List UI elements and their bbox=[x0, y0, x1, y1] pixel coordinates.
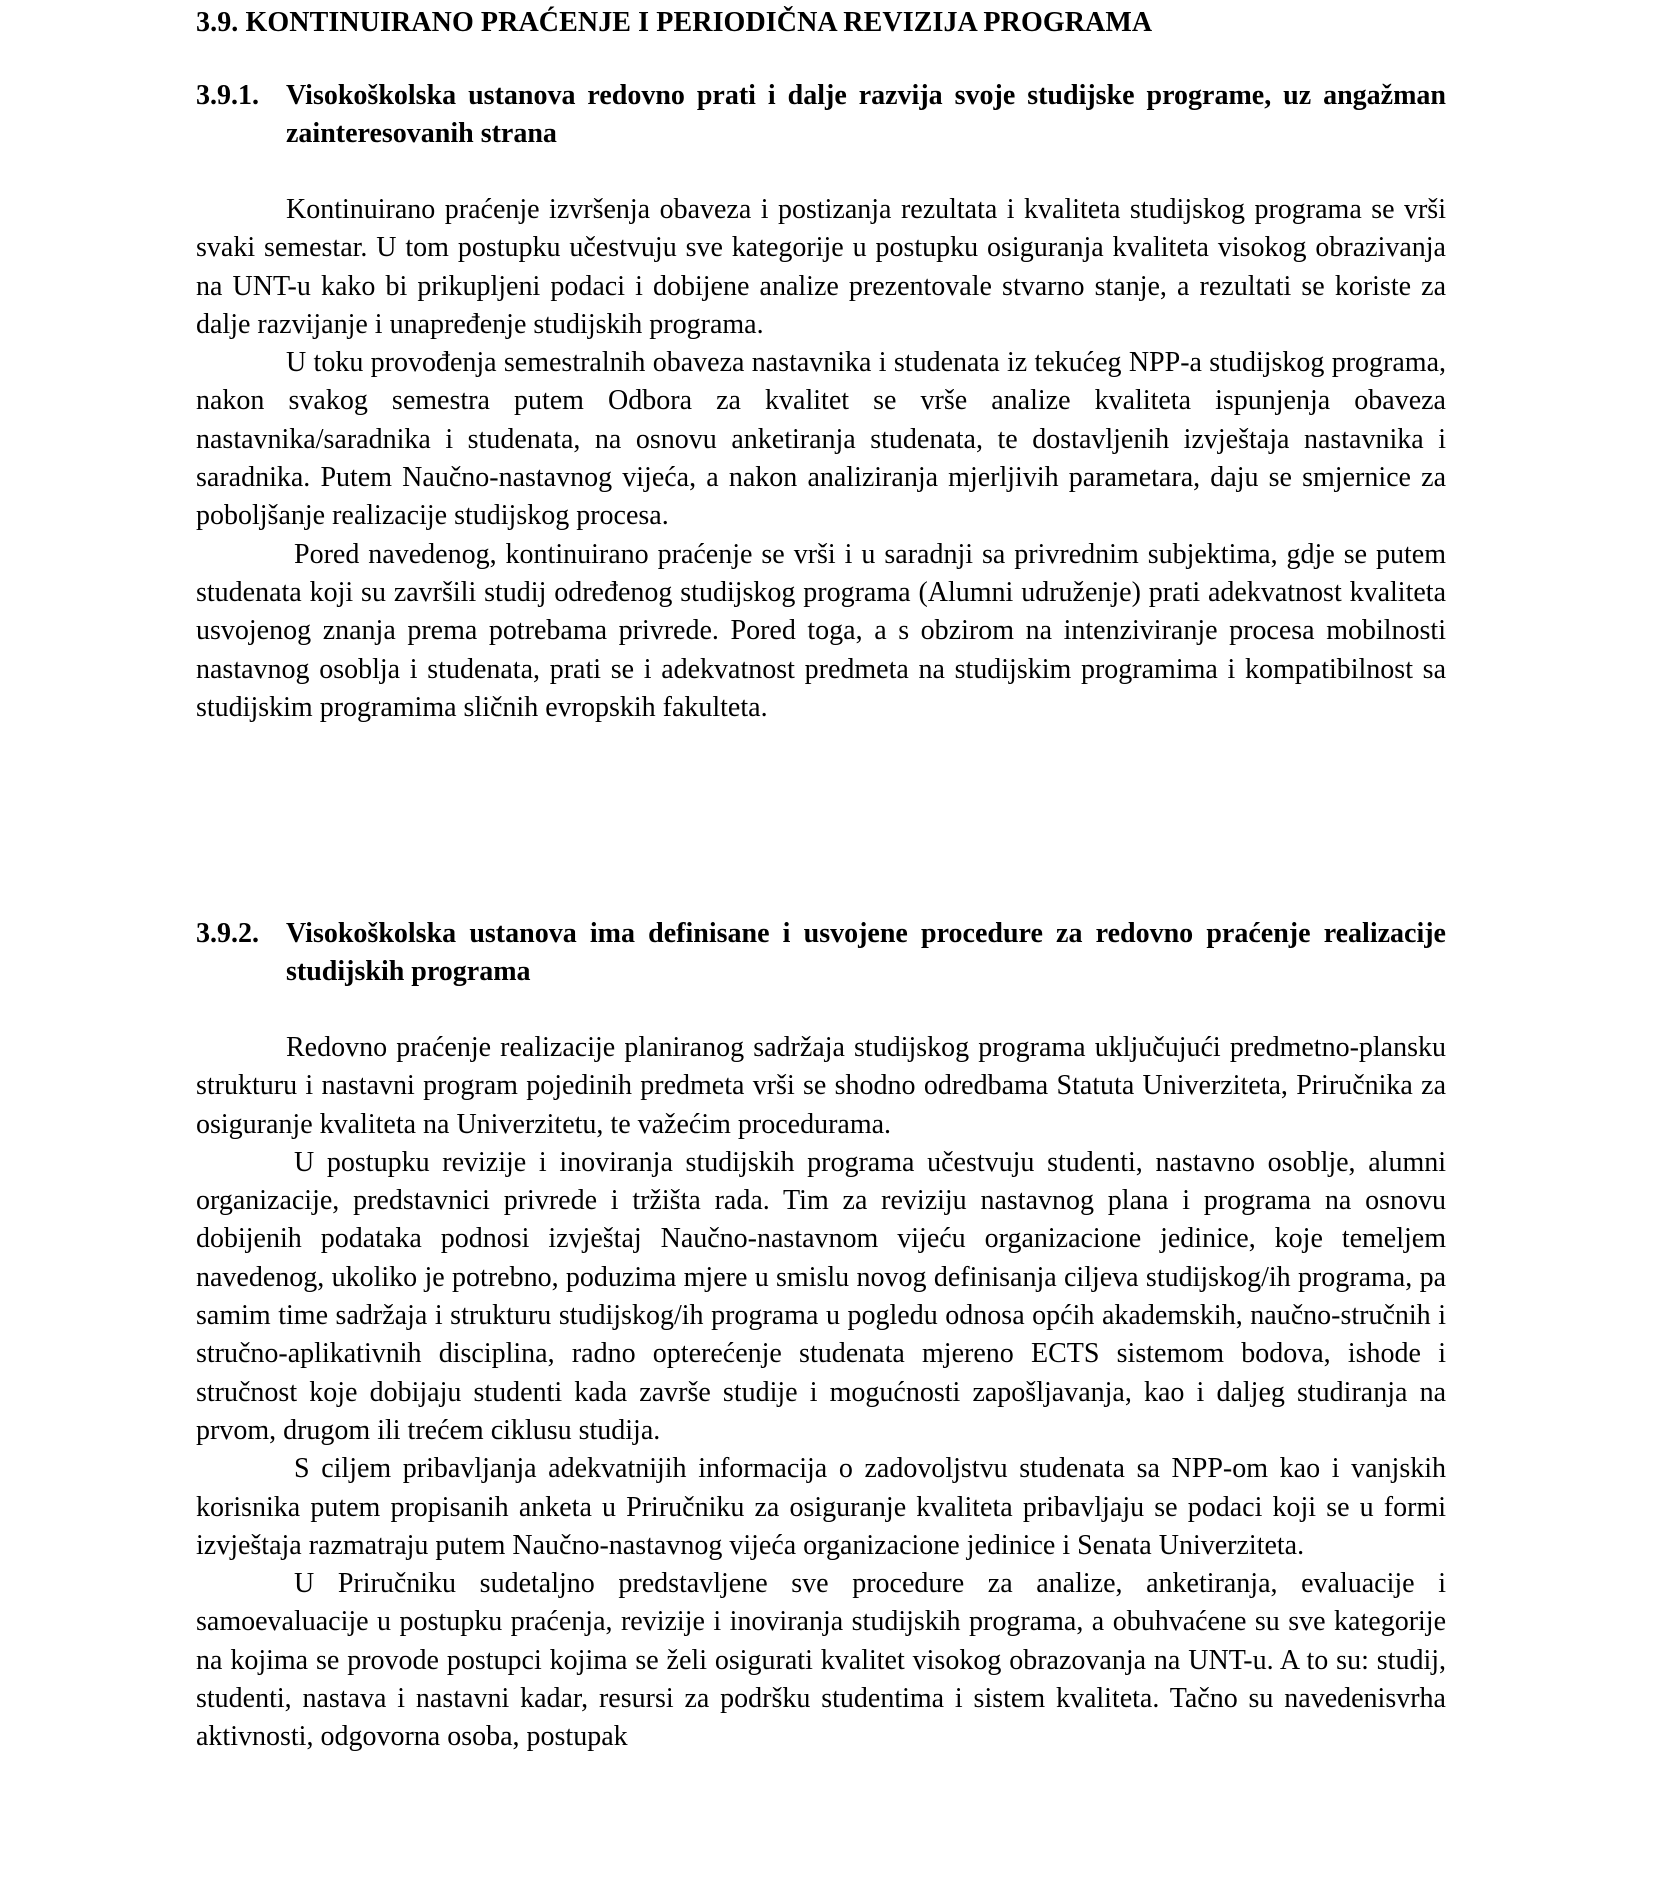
paragraph: U postupku revizije i inoviranja studijskih programa učestvuju studenti, nastavno osoblje, alumni organizacije, predstavnici privrede i tržišta rada. Tim za reviziju nastavnog plana i programa na osnovu dobijenih podataka podnosi izvještaj Naučno-nastavnom vijeću organizacione jedinice, koje temeljem navedenog, ukoliko je potrebno, poduzima mjere u smislu novog definisanja ciljeva studijskog/ih programa, pa samim time sadržaja i strukturu studijskog/ih programa u pogledu odnosa općih akademskih, naučno-stručnih i stručno-aplikativnih disciplina, radno opterećenje studenata mjereno ECTS sistemom bodova, ishode i stručnost koje dobijaju studenti kada završe studije i mogućnosti zapošljavanja, kao i daljeg studiranja na prvom, drugom ili trećem ciklusu studija. bbox=[196, 1146, 1446, 1446]
subsection-number: 3.9.2. bbox=[196, 918, 259, 949]
subsection-title: Visokoškolska ustanova redovno prati i dalje razvija svoje studijske programe, uz angažman zainteresovanih strana bbox=[286, 80, 1446, 149]
subsection-body-3-9-1 bbox=[196, 191, 1446, 727]
paragraph: Pored navedenog, kontinuirano praćenje se vrši i u saradnji sa privrednim subjektima, gdje se putem studenata koji su završili studij određenog studijskog programa (Alumni udruženje) prati adekvatnost kvaliteta usvojenog znanja prema potrebama privrede. Pored toga, a s obzirom na intenziviranje procesa mobilnosti nastavnog osoblja i studenata, prati se i adekvatnost predmeta na studijskim programima i kompatibilnost sa studijskim programima sličnih evropskih fakulteta. bbox=[196, 538, 1446, 723]
subsection-heading-3-9-1 bbox=[196, 77, 1446, 153]
paragraph: U toku provođenja semestralnih obaveza nastavnika i studenata iz tekućeg NPP-a studijskog programa, nakon svakog semestra putem Odbora za kvalitet se vrše analize kvaliteta ispunjenja obaveza nastavnika/saradnika i studenata, na osnovu anketiranja studenata, te dostavljenih izvještaja nastavnika i saradnika. Putem Naučno-nastavnog vijeća, a nakon analiziranja mjerljivih parametara, daju se smjernice za poboljšanje realizacije studijskog procesa. bbox=[196, 347, 1446, 532]
subsection-body-3-9-2 bbox=[196, 1029, 1446, 1757]
paragraph: U Priručniku sudetaljno predstavljene sve procedure za analize, anketiranja, evaluacije i samoevaluacije u postupku praćenja, revizije i inoviranja studijskih programa, a obuhvaćene su sve kategorije na kojima se provode postupci kojima se želi osigurati kvalitet visokog obrazovanja na UNT-u. A to su: studij, studenti, nastava i nastavni kadar, resursi za podršku studentima i sistem kvaliteta. Tačno su navedenisvrha aktivnosti, odgovorna osoba, postupak bbox=[196, 1568, 1446, 1753]
subsection-title: Visokoškolska ustanova ima definisane i usvojene procedure za redovno praćenje realizacije studijskih programa bbox=[286, 918, 1446, 987]
subsection-number: 3.9.1. bbox=[196, 80, 259, 111]
paragraph: Redovno praćenje realizacije planiranog sadržaja studijskog programa uključujući predmetno-plansku strukturu i nastavni program pojedinih predmeta vrši se shodno odredbama Statuta Univerziteta, Priručnika za osiguranje kvaliteta na Univerzitetu, te važećim procedurama. bbox=[196, 1032, 1446, 1140]
subsection-heading-3-9-2 bbox=[196, 915, 1446, 991]
section-heading: 3.9. KONTINUIRANO PRAĆENJE I PERIODIČNA REVIZIJA PROGRAMA bbox=[196, 7, 1153, 38]
paragraph: Kontinuirano praćenje izvršenja obaveza i postizanja rezultata i kvaliteta studijskog programa se vrši svaki semestar. U tom postupku učestvuju sve kategorije u postupku osiguranja kvaliteta visokog obrazivanja na UNT-u kako bi prikupljeni podaci i dobijene analize prezentovale stvarno stanje, a rezultati se koriste za dalje razvijanje i unapređenje studijskih programa. bbox=[196, 194, 1446, 340]
paragraph: S ciljem pribavljanja adekvatnijih informacija o zadovoljstvu studenata sa NPP-om kao i vanjskih korisnika putem propisanih anketa u Priručniku za osiguranje kvaliteta pribavljaju se podaci koji se u formi izvještaja razmatraju putem Naučno-nastavnog vijeća organizacione jedinice i Senata Univerziteta. bbox=[196, 1453, 1446, 1561]
